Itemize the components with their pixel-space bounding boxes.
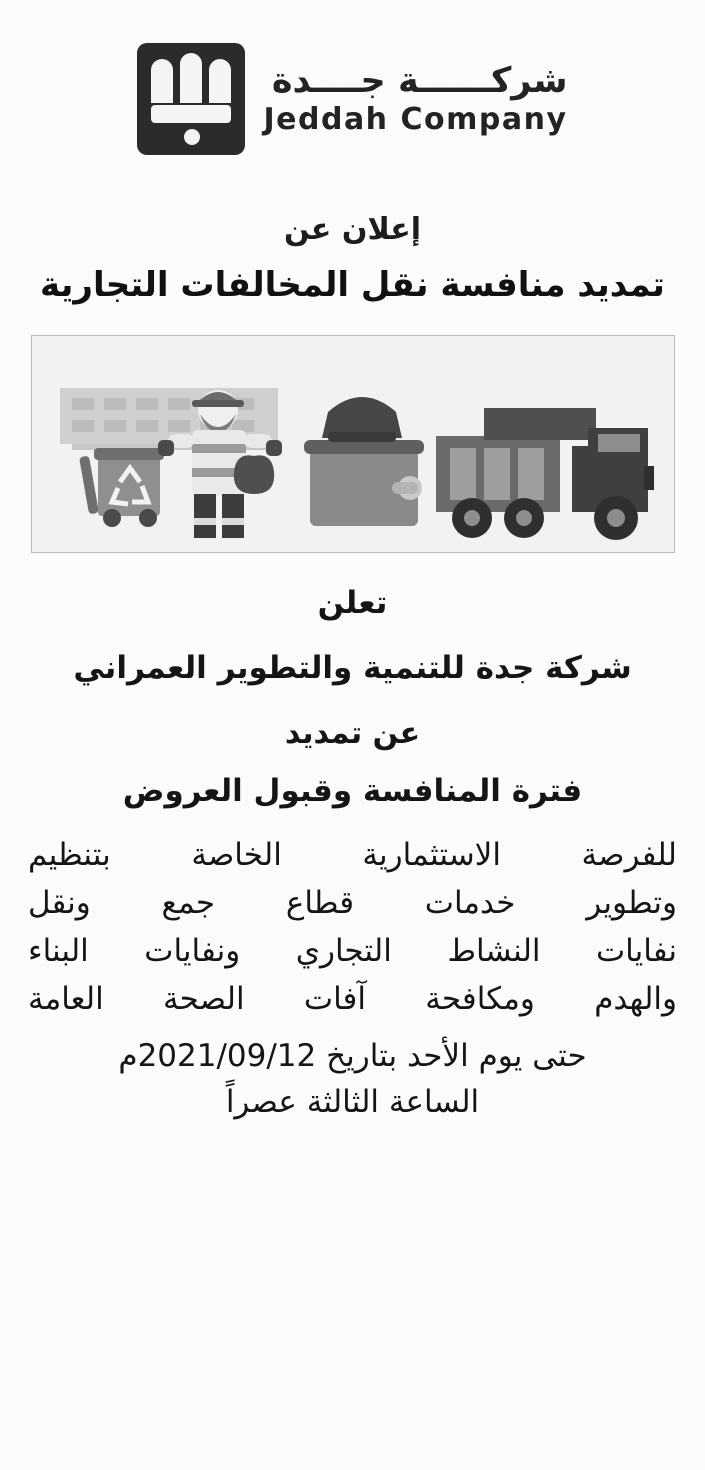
body-line-2: شركة جدة للتنمية والتطوير العمراني [73,649,632,686]
jeddah-company-arches-logo-icon [137,43,245,155]
body-line-4: فترة المنافسة وقبول العروض [122,773,583,810]
body-line-3: عن تمديد [284,716,421,752]
paragraph-line-2: وتطوير خدمات قطاع جمع ونقل [28,885,677,922]
announcement-kicker: إعلان عن [283,212,422,247]
document-header [28,0,677,150]
paragraph-line-1: للفرصة الاستثمارية الخاصة بتنظيم [28,837,677,874]
body-paragraph [28,831,677,1023]
body-line-1: تعلن [317,584,388,621]
deadline-line [28,1033,677,1080]
deadline-time: الساعة الثالثة عصراً [225,1083,480,1120]
deadline-prefix: حتى يوم الأحد بتاريخ [326,1038,587,1075]
announcement-title: تمديد منافسة نقل المخالفات التجارية [40,265,665,305]
deadline-date: 2021/09/12م [118,1038,317,1075]
company-name-block [263,60,568,137]
paragraph-line-3: نفايات النشاط التجاري ونفايات البناء [28,933,677,970]
company-name-arabic: شركــــــة جــــدة [271,60,568,101]
paragraph-line-4: والهدم ومكافحة آفات الصحة العامة [28,981,677,1018]
waste-collection-illustration [31,335,675,553]
company-name-english: Jeddah Company [263,101,568,137]
